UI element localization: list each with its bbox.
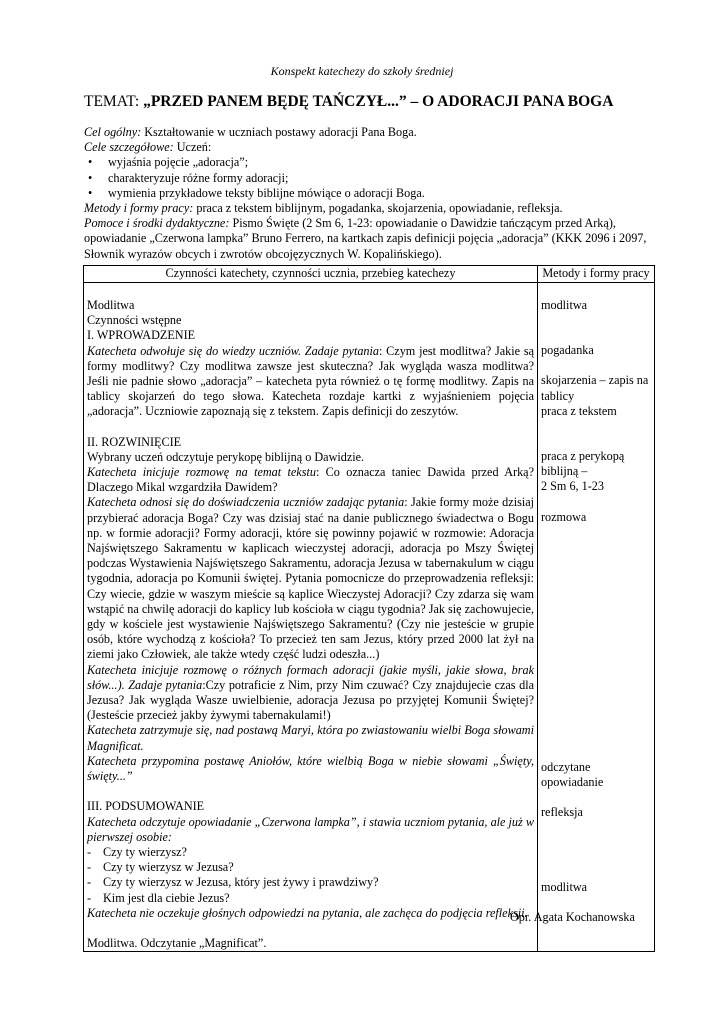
methods-cell [538, 283, 655, 952]
method-item: praca z tekstem [541, 403, 617, 418]
paragraph: Katecheta zatrzymuje się, nad postawą Maryi, która po zwiastowaniu wielbi Boga słowami Magnificat. [87, 723, 534, 753]
general-goal [84, 125, 654, 140]
document-header: Konspekt katechezy do szkoły średniej [270, 64, 454, 78]
specific-goals [84, 140, 654, 155]
paragraph-text: :Czy potraficie z Nim, przy Nim czuwać? Czy znajdujecie czas dla Jezusa? Jak wygląda Wasze uwielbienie, adoracja Jezusa po przyjętej Komunii Świętej? (Jesteście przecież jakby żywymi tabernakulami!) [87, 677, 535, 723]
specific-label: Cele szczegółowe: [84, 140, 174, 155]
paragraph-italic: Katecheta odnosi się do doświadczenia uczniów zadając pytania [87, 495, 405, 510]
goal-text: Kształtowanie w uczniach postawy adoracji Pana Boga. [141, 125, 417, 139]
paragraph [87, 344, 534, 420]
final-prayer-line: Modlitwa. Odczytanie „Magnificat”. [87, 935, 267, 950]
method-item: 2 Sm 6, 1-23 [541, 479, 604, 494]
paragraph-text: : Co oznacza taniec Dawida przed Arką? Dlaczego Mikal wzgardziła Dawidem? [87, 465, 534, 495]
question-item: - Czy ty wierzysz w Jezusa? [87, 860, 534, 875]
activities-cell [84, 283, 538, 952]
question-item: - Kim jest dla ciebie Jezus? [87, 891, 534, 906]
paragraph-italic: Katecheta inicjuje rozmowę na temat tekstu [87, 465, 316, 480]
paragraph-text: : Jakie formy może dzisiaj przybierać adoracja Boga? Czy was dzisiaj stać na danie publicznego świadectwa o Bogu np. w formie adoracji? Formy adoracji, które się powinny pojawić w rozmowie: Adoracja Najświętszego Sakramentu w kaplicach wieczystej adoracji, adoracja po Mszy Świętej podczas Wystawienia Najświętszego Sakramentu, adoracja Jezusa w tabernakulum w ciągu tygodnia, adoracja po Komunii świętej. Pytania pomocnicze do przeprowadzenia refleksji: Czy wiecie, gdzie w waszym mieście są kaplice Wieczystej Adoracji? Czy zdarza się wam wstąpić na chwilę adoracji do kaplicy lub kościoła w ciągu tygodnia? Jak się zachowujecie, gdy w kościele jest wystawienie Najświętszego Sakramentu? (Czy nie jesteście w grupie osób, które wychodzą z kościoła? To przecież ten sam Jezus, który przed 2000 lat żył na ziemi jako Człowiek, ale także wtedy część ludzi odeszła...) [87, 495, 535, 662]
column-header-activities: Czynności katechety, czynności ucznia, przebieg katechezy [84, 266, 538, 283]
paragraph-text: : Czym jest modlitwa? Jakie są formy modlitwy? Czy modlitwa zawsze jest skuteczna? Jak wygląda wasza modlitwa? Jeśli nie padnie słowo „adoracja” – katecheta pyta również o tę formę modlitwy. Zapis na tablicy skojarzeń do tego słowa. Katecheta rozdaje kartki z wyjaśnieniem pojęcia „adoracja”. Uczniowie zapoznają się z tekstem. Zapis definicji do zeszytów. [87, 343, 534, 419]
paragraph: Katecheta odczytuje opowiadanie „Czerwona lampka”, i stawia uczniom pytania, ale już w pierwszej osobie: [87, 814, 534, 844]
paragraph: Katecheta nie oczekuje głośnych odpowiedzi na pytania, ale zachęca do podjęcia refleksji. [87, 905, 528, 920]
paragraph [87, 663, 534, 724]
method-item: praca z perykopą biblijną – [541, 449, 625, 479]
title-main: „PRZED PANEM BĘDĘ TAŃCZYŁ...” – O ADORACJI PANA BOGA [143, 93, 614, 110]
question-item: - Czy ty wierzysz? [87, 845, 534, 860]
paragraph [87, 465, 534, 495]
specific-text: Uczeń: [173, 140, 212, 155]
methods-label: Metody i formy pracy: [84, 201, 194, 216]
list-item: • wyjaśnia pojęcie „adoracja”; [84, 155, 654, 170]
aids-label: Pomoce i środki dydaktyczne: [84, 216, 230, 231]
list-item: • wymienia przykładowe teksty biblijne mówiące o adoracji Boga. [84, 186, 654, 201]
aids-text: Pismo Święte (2 Sm 6, 1-23: opowiadanie o Dawidzie tańczącym przed Arką), opowiadanie „Czerwona lampka” Bruno Ferrero, na kartkach zapis definicji pojęcia „adoracja” (KKK 2096 i 2097, Słownik wyrazów obcych i zwrotów obcojęzycznych W. Kopalińskiego). [84, 216, 647, 261]
method-item: refleksja [541, 805, 583, 820]
section-heading-development: II. ROZWINIĘCIE [87, 434, 182, 449]
paragraph [87, 495, 534, 662]
method-item: modlitwa [541, 298, 588, 312]
paragraph: Katecheta przypomina postawę Aniołów, które wielbią Boga w niebie słowami „Święty, święty...” [87, 753, 534, 784]
author-signature: Opr. Agata Kochanowska [510, 910, 635, 924]
prayer-line: Modlitwa [87, 298, 135, 312]
method-item: skojarzenia – zapis na tablicy [541, 373, 649, 403]
title-prefix: TEMAT: [84, 93, 144, 110]
paragraph: Wybrany uczeń odczytuje perykopę biblijną o Dawidzie. [87, 449, 365, 464]
section-heading-introduction: I. WPROWADZENIE [87, 328, 196, 343]
list-item: • charakteryzuje różne formy adoracji; [84, 171, 654, 186]
method-item: modlitwa [541, 880, 588, 895]
column-header-methods: Metody i formy pracy [538, 266, 655, 283]
method-item: rozmowa [541, 509, 587, 524]
goal-label: Cel ogólny: [84, 125, 142, 139]
lesson-plan-table [83, 265, 655, 952]
table-row [84, 283, 655, 952]
methods-text: praca z tekstem biblijnym, pogadanka, skojarzenia, opowiadanie, refleksja. [193, 201, 563, 216]
method-item: pogadanka [541, 343, 594, 358]
goals-list [84, 155, 654, 201]
aids-line [84, 216, 654, 262]
question-item: - Czy ty wierzysz w Jezusa, który jest żywy i prawdziwy? [87, 875, 534, 890]
paragraph-italic: Katecheta odwołuje się do wiedzy uczniów. Zadaje pytania [87, 343, 379, 358]
intro-activities-line: Czynności wstępne [87, 313, 182, 328]
method-item: odczytane opowiadanie [541, 759, 604, 790]
table-header-row [84, 266, 655, 283]
section-heading-summary: III. PODSUMOWANIE [87, 799, 205, 814]
page-title [84, 93, 613, 111]
methods-line [84, 201, 654, 216]
paragraph-italic: Katecheta inicjuje rozmowę o różnych formach adoracji (jakie myśli, jakie słowa, brak słów...). Zadaje pytania [87, 662, 534, 692]
intro-section [84, 125, 654, 262]
